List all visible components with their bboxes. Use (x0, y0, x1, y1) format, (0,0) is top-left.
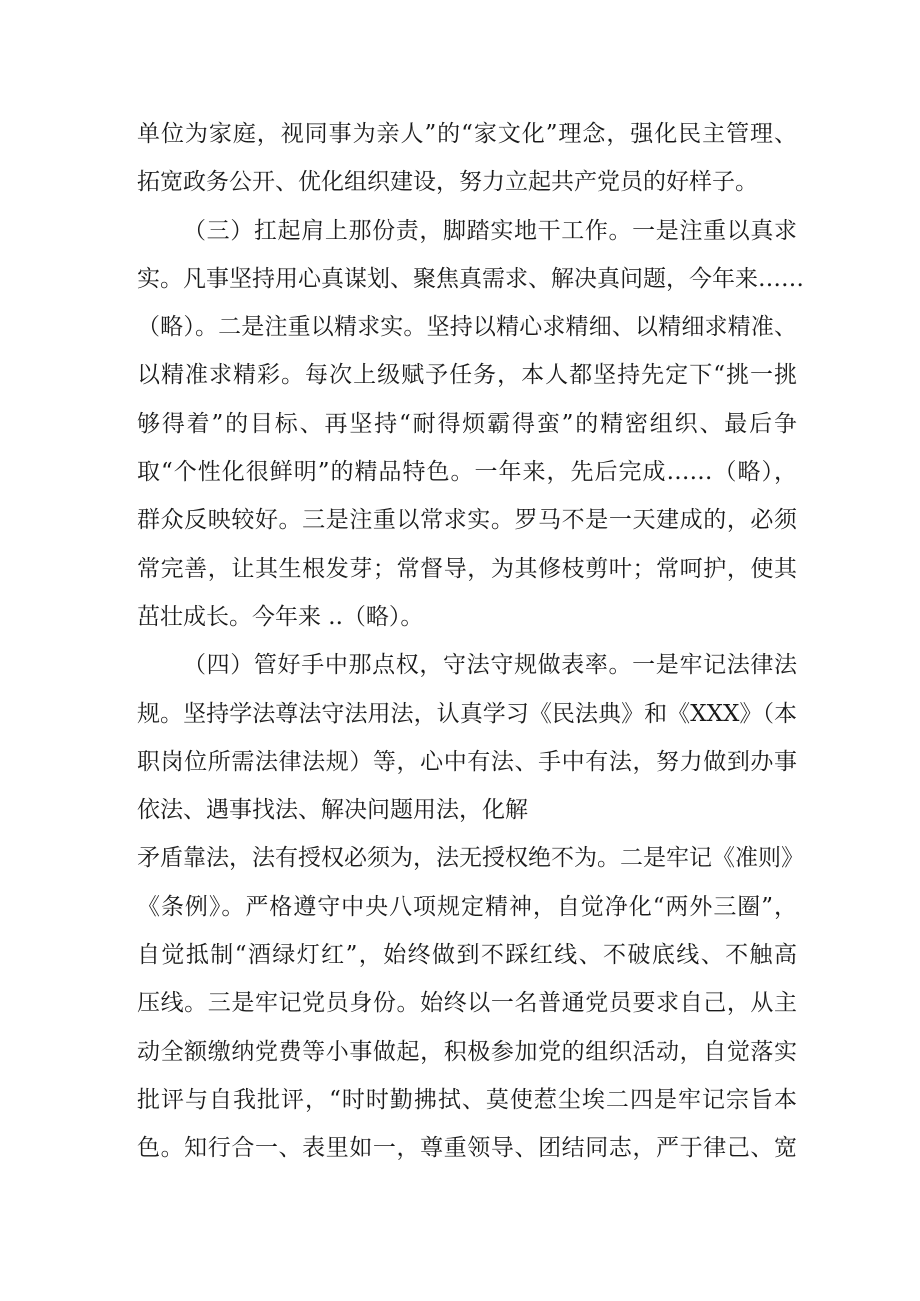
text-line: 《条例》。严格遵守中央八项规定精神，自觉净化“两外三圈”， (137, 893, 797, 920)
text-line: 实。凡事坚持用心真谋划、聚焦真需求、解决真问题，今年来…… (137, 265, 804, 292)
text-line: 批评与自我批评，“时时勤拂拭、莫使惹尘埃二四是牢记宗旨本 (137, 1086, 797, 1113)
text-line: 够得着”的目标、再坚持“耐得烦霸得蛮”的精密组织、最后争 (137, 410, 797, 437)
section-heading-line: （三）扛起肩上那份责，脚踏实地干工作。一是注重以真求 (183, 217, 797, 244)
text-line: 规。坚持学法尊法守法用法，认真学习《民法典》和《XXX》（本 (137, 700, 797, 727)
text-line: 常完善，让其生根发芽；常督导，为其修枝剪叶；常呵护，使其 (137, 555, 797, 582)
text-line: 压线。三是牢记党员身份。始终以一名普通党员要求自己，从主 (137, 990, 797, 1017)
text-line: 动全额缴纳党费等小事做起，积极参加党的组织活动，自觉落实 (137, 1038, 797, 1065)
text-line: 职岗位所需法律法规）等，心中有法、手中有法，努力做到办事 (137, 748, 797, 775)
text-line: 自觉抵制“酒绿灯红”，始终做到不踩红线、不破底线、不触高 (137, 942, 797, 969)
text-line: 色。知行合一、表里如一，尊重领导、团结同志，严于律己、宽 (137, 1135, 797, 1162)
text-line: （略）。二是注重以精求实。坚持以精心求精细、以精细求精准、 (137, 314, 797, 341)
text-line: 茁壮成长。今年来 ..（略）。 (137, 603, 424, 630)
text-line: 拓宽政务公开、优化组织建设，努力立起共产党员的好样子。 (137, 169, 758, 196)
text-line: 单位为家庭，视同事为亲人”的“家文化”理念，强化民主管理、 (137, 121, 797, 147)
body-text (137, 110, 804, 1173)
text-line: 取“个性化很鲜明”的精品特色。一年来，先后完成……（略）， (137, 459, 797, 486)
text-line: 矛盾靠法，法有授权必须为，法无授权绝不为。二是牢记《准则》 (137, 845, 804, 872)
section-heading-line: （四）管好手中那点权，守法守规做表率。一是牢记法律法 (183, 652, 797, 679)
text-line: 群众反映较好。三是注重以常求实。罗马不是一天建成的，必须 (137, 507, 797, 534)
text-line: 依法、遇事找法、解决问题用法，化解 (137, 797, 528, 824)
text-line: 以精准求精彩。每次上级赋予任务，本人都坚持先定下“挑一挑 (137, 362, 797, 389)
